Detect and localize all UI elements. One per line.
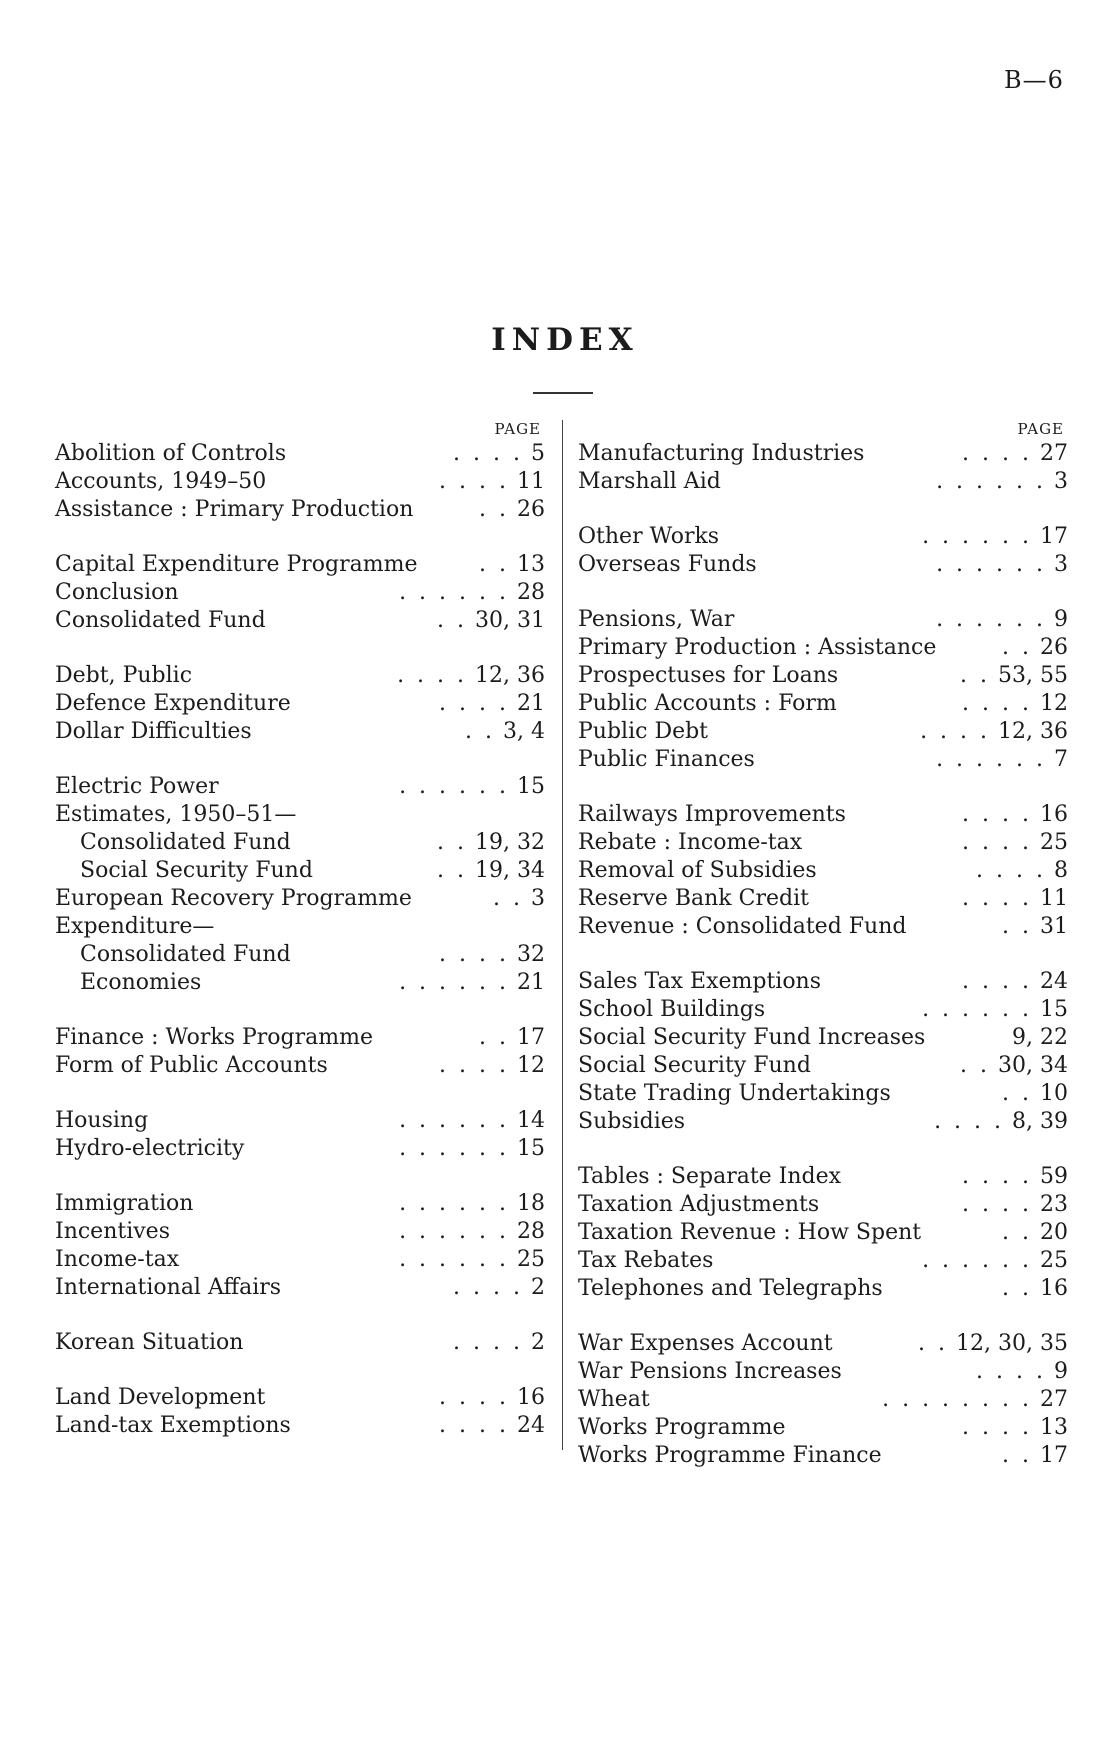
entry-label: Debt, Public bbox=[55, 663, 193, 688]
page-numbers: 13 bbox=[517, 552, 545, 577]
page-numbers: 27 bbox=[1040, 1387, 1068, 1412]
entry-label: Capital Expenditure Programme bbox=[55, 552, 418, 577]
page-numbers: 17 bbox=[1040, 1443, 1068, 1468]
index-entry bbox=[578, 1414, 1068, 1442]
entry-label: Overseas Funds bbox=[578, 552, 757, 577]
leader-dots: . . . . . . bbox=[399, 1191, 509, 1216]
leader-dots: . . bbox=[493, 886, 523, 911]
index-group bbox=[55, 1190, 545, 1302]
index-entry bbox=[55, 1384, 545, 1412]
entry-label: Prospectuses for Loans bbox=[578, 663, 839, 688]
entry-label: Taxation Adjustments bbox=[578, 1192, 820, 1217]
leader-dots: . . . . . . bbox=[399, 774, 509, 799]
page-numbers: 15 bbox=[517, 1136, 545, 1161]
entry-label: Public Finances bbox=[578, 747, 755, 772]
entry-label: Manufacturing Industries bbox=[578, 441, 865, 466]
entry-label: Works Programme bbox=[578, 1415, 786, 1440]
index-entry bbox=[55, 1135, 545, 1163]
leader-dots: . . . . . . bbox=[936, 552, 1046, 577]
page-numbers: 3 bbox=[1054, 552, 1068, 577]
leader-dots: . . . . . . bbox=[936, 747, 1046, 772]
entry-label: Rebate : Income-tax bbox=[578, 830, 803, 855]
page-numbers: 9 bbox=[1054, 1359, 1068, 1384]
leader-dots: . . bbox=[1002, 1081, 1032, 1106]
index-subentry bbox=[55, 969, 545, 997]
page-numbers: 14 bbox=[517, 1108, 545, 1133]
entry-label: Form of Public Accounts bbox=[55, 1053, 328, 1078]
entry-label: International Affairs bbox=[55, 1275, 282, 1300]
leader-dots: . . . . . . bbox=[936, 469, 1046, 494]
index-entry bbox=[55, 1329, 545, 1357]
index-entry bbox=[55, 1218, 545, 1246]
index-entry bbox=[578, 996, 1068, 1024]
entry-label: Sales Tax Exemptions bbox=[578, 969, 822, 994]
page-numbers: 3 bbox=[1054, 469, 1068, 494]
leader-dots: . . . . bbox=[934, 1109, 1005, 1134]
entry-label: Economies bbox=[80, 970, 202, 995]
leader-dots: . . . . bbox=[976, 1359, 1046, 1384]
index-entry bbox=[578, 662, 1068, 690]
entry-label: Telephones and Telegraphs bbox=[578, 1276, 883, 1301]
index-entry bbox=[578, 1247, 1068, 1275]
page-numbers: 16 bbox=[517, 1385, 545, 1410]
index-column-left bbox=[55, 420, 545, 1467]
page-numbers: 30, 34 bbox=[998, 1053, 1068, 1078]
index-group bbox=[578, 440, 1068, 496]
index-entry bbox=[55, 607, 545, 635]
leader-dots: . . . . bbox=[453, 1330, 523, 1355]
index-entry bbox=[578, 1191, 1068, 1219]
page-numbers: 26 bbox=[1040, 635, 1068, 660]
index-entry bbox=[578, 1386, 1068, 1414]
page-numbers: 8 bbox=[1054, 858, 1068, 883]
leader-dots: . . . . . . bbox=[399, 1108, 509, 1133]
leader-dots: . . . . bbox=[439, 1385, 509, 1410]
entry-label: Consolidated Fund bbox=[80, 830, 291, 855]
index-entry bbox=[578, 801, 1068, 829]
index-entry bbox=[578, 1219, 1068, 1247]
leader-dots: . . bbox=[437, 830, 468, 855]
page-numbers: 23 bbox=[1040, 1192, 1068, 1217]
index-group bbox=[578, 523, 1068, 579]
entry-label: Conclusion bbox=[55, 580, 179, 605]
index-entry bbox=[55, 662, 545, 690]
entry-label: Income-tax bbox=[55, 1247, 180, 1272]
index-entry bbox=[55, 1052, 545, 1080]
entry-label: Korean Situation bbox=[55, 1330, 244, 1355]
entry-label: Public Accounts : Form bbox=[578, 691, 837, 716]
index-entry bbox=[578, 1024, 1068, 1052]
leader-dots: . . bbox=[1002, 914, 1032, 939]
entry-label: School Buildings bbox=[578, 997, 766, 1022]
index-entry bbox=[55, 1246, 545, 1274]
leader-dots: . . bbox=[437, 858, 468, 883]
entry-label: Incentives bbox=[55, 1219, 170, 1244]
page-numbers: 28 bbox=[517, 1219, 545, 1244]
page-numbers: 32 bbox=[517, 942, 545, 967]
index-entry bbox=[578, 1330, 1068, 1358]
index-entry bbox=[55, 718, 545, 746]
page-numbers: 3, 4 bbox=[503, 719, 545, 744]
page-numbers: 21 bbox=[517, 970, 545, 995]
entry-label: Other Works bbox=[578, 524, 720, 549]
index-group bbox=[55, 1329, 545, 1357]
entry-label: Reserve Bank Credit bbox=[578, 886, 809, 911]
page-numbers: 25 bbox=[1040, 830, 1068, 855]
page-numbers: 18 bbox=[517, 1191, 545, 1216]
page-numbers: 15 bbox=[1040, 997, 1068, 1022]
page-column-header: PAGE bbox=[494, 420, 541, 438]
entry-label: Abolition of Controls bbox=[55, 441, 287, 466]
title-rule bbox=[533, 392, 593, 394]
leader-dots: . . . . bbox=[962, 1415, 1032, 1440]
page-numbers: 9 bbox=[1054, 607, 1068, 632]
index-entry bbox=[578, 1442, 1068, 1470]
page-numbers: 10 bbox=[1040, 1081, 1068, 1106]
page-numbers: 15 bbox=[517, 774, 545, 799]
index-entry bbox=[578, 1108, 1068, 1136]
index-subentry bbox=[55, 941, 545, 969]
leader-dots: . . . . bbox=[962, 1164, 1032, 1189]
index-entry bbox=[55, 801, 545, 829]
page-numbers: 16 bbox=[1040, 1276, 1068, 1301]
entry-label: European Recovery Programme bbox=[55, 886, 412, 911]
page-numbers: 19, 34 bbox=[475, 858, 545, 883]
entry-label: Assistance : Primary Production bbox=[55, 497, 414, 522]
page-column-header: PAGE bbox=[1017, 420, 1064, 438]
index-entry bbox=[578, 1080, 1068, 1108]
leader-dots: . . bbox=[1002, 1276, 1032, 1301]
leader-dots: . . bbox=[437, 608, 468, 633]
index-entry bbox=[55, 1107, 545, 1135]
page-numbers: 7 bbox=[1054, 747, 1068, 772]
index-entry bbox=[55, 440, 545, 468]
entry-label: Public Debt bbox=[578, 719, 709, 744]
entry-label: Subsidies bbox=[578, 1109, 686, 1134]
leader-dots: . . . . bbox=[962, 1192, 1032, 1217]
page-numbers: 11 bbox=[1040, 886, 1068, 911]
index-entry bbox=[55, 468, 545, 496]
entry-label: War Pensions Increases bbox=[578, 1359, 842, 1384]
index-entry bbox=[578, 968, 1068, 996]
index-entry bbox=[578, 606, 1068, 634]
index-group bbox=[55, 662, 545, 746]
entry-label: Expenditure— bbox=[55, 914, 215, 939]
index-subentry bbox=[55, 857, 545, 885]
leader-dots: . . . . bbox=[976, 858, 1046, 883]
page-numbers: 59 bbox=[1040, 1164, 1068, 1189]
page-numbers: 13 bbox=[1040, 1415, 1068, 1440]
page-numbers: 11 bbox=[517, 469, 545, 494]
entry-label: Accounts, 1949–50 bbox=[55, 469, 267, 494]
index-entry bbox=[578, 440, 1068, 468]
leader-dots: . . bbox=[1002, 1220, 1032, 1245]
entry-label: Immigration bbox=[55, 1191, 194, 1216]
entry-label: State Trading Undertakings bbox=[578, 1081, 891, 1106]
index-group bbox=[55, 1107, 545, 1163]
page-numbers: 25 bbox=[1040, 1248, 1068, 1273]
index-entry bbox=[55, 1190, 545, 1218]
page-numbers: 3 bbox=[531, 886, 545, 911]
page-numbers: 12, 30, 35 bbox=[956, 1331, 1068, 1356]
entry-label: Tables : Separate Index bbox=[578, 1164, 842, 1189]
entry-label: Housing bbox=[55, 1108, 149, 1133]
index-group bbox=[578, 801, 1068, 941]
entry-label: War Expenses Account bbox=[578, 1331, 833, 1356]
entry-label: Removal of Subsidies bbox=[578, 858, 817, 883]
page-numbers: 5 bbox=[531, 441, 545, 466]
page-numbers: 20 bbox=[1040, 1220, 1068, 1245]
leader-dots: . . . . bbox=[962, 886, 1032, 911]
index-entry bbox=[578, 468, 1068, 496]
index-entry bbox=[55, 1024, 545, 1052]
entry-label: Consolidated Fund bbox=[80, 942, 291, 967]
leader-dots: . . . . . . . . bbox=[882, 1387, 1032, 1412]
entry-label: Dollar Difficulties bbox=[55, 719, 252, 744]
index-entry bbox=[578, 1052, 1068, 1080]
entry-label: Primary Production : Assistance bbox=[578, 635, 937, 660]
entry-label: Social Security Fund Increases bbox=[578, 1025, 926, 1050]
page-numbers: 9, 22 bbox=[1012, 1025, 1068, 1050]
entry-label: Social Security Fund bbox=[80, 858, 313, 883]
entry-label: Revenue : Consolidated Fund bbox=[578, 914, 907, 939]
leader-dots: . . . . bbox=[439, 1053, 509, 1078]
page-numbers: 2 bbox=[531, 1330, 545, 1355]
page-numbers: 12, 36 bbox=[475, 663, 545, 688]
entry-label: Works Programme Finance bbox=[578, 1443, 882, 1468]
index-group bbox=[55, 773, 545, 997]
leader-dots: . . . . bbox=[920, 719, 991, 744]
index-entry bbox=[55, 1274, 545, 1302]
index-entry bbox=[578, 857, 1068, 885]
index-entry bbox=[55, 690, 545, 718]
index-group bbox=[55, 1384, 545, 1440]
leader-dots: . . bbox=[960, 1053, 991, 1078]
index-title: INDEX bbox=[491, 322, 639, 358]
leader-dots: . . . . bbox=[397, 663, 468, 688]
index-entry bbox=[55, 773, 545, 801]
leader-dots: . . . . . . bbox=[399, 580, 509, 605]
entry-label: Tax Rebates bbox=[578, 1248, 714, 1273]
page-numbers: 27 bbox=[1040, 441, 1068, 466]
page-numbers: 25 bbox=[517, 1247, 545, 1272]
leader-dots: . . . . bbox=[439, 942, 509, 967]
index-entry bbox=[578, 913, 1068, 941]
entry-label: Land-tax Exemptions bbox=[55, 1413, 291, 1438]
index-subentry bbox=[55, 829, 545, 857]
leader-dots: . . . . . . bbox=[399, 1247, 509, 1272]
page-numbers: 12 bbox=[517, 1053, 545, 1078]
entry-label: Consolidated Fund bbox=[55, 608, 266, 633]
entry-label: Hydro-electricity bbox=[55, 1136, 245, 1161]
page-numbers: 19, 32 bbox=[475, 830, 545, 855]
entry-label: Estimates, 1950–51— bbox=[55, 802, 297, 827]
leader-dots: . . . . . . bbox=[399, 1136, 509, 1161]
leader-dots: . . . . bbox=[453, 1275, 523, 1300]
page-numbers: 28 bbox=[517, 580, 545, 605]
leader-dots: . . . . bbox=[439, 691, 509, 716]
index-entry bbox=[578, 1275, 1068, 1303]
page-numbers: 16 bbox=[1040, 802, 1068, 827]
leader-dots: . . . . bbox=[962, 691, 1032, 716]
leader-dots: . . . . . . bbox=[922, 1248, 1032, 1273]
entry-label: Social Security Fund bbox=[578, 1053, 811, 1078]
index-entry bbox=[55, 885, 545, 913]
index-entry bbox=[578, 1358, 1068, 1386]
leader-dots: . . bbox=[1002, 1443, 1032, 1468]
page-numbers: 31 bbox=[1040, 914, 1068, 939]
page-numbers: 26 bbox=[517, 497, 545, 522]
leader-dots: . . bbox=[960, 663, 991, 688]
leader-dots: . . . . bbox=[962, 441, 1032, 466]
leader-dots: . . . . . . bbox=[399, 1219, 509, 1244]
index-entry bbox=[578, 1163, 1068, 1191]
leader-dots: . . . . . . bbox=[936, 607, 1046, 632]
page-reference: B—6 bbox=[1004, 66, 1064, 94]
index-group bbox=[578, 606, 1068, 774]
page-numbers: 8, 39 bbox=[1012, 1109, 1068, 1134]
page-numbers: 30, 31 bbox=[475, 608, 545, 633]
index-entry bbox=[578, 829, 1068, 857]
page-numbers: 21 bbox=[517, 691, 545, 716]
page-numbers: 17 bbox=[517, 1025, 545, 1050]
page-numbers: 12 bbox=[1040, 691, 1068, 716]
index-entry bbox=[578, 551, 1068, 579]
leader-dots: . . . . bbox=[962, 802, 1032, 827]
page-numbers: 12, 36 bbox=[998, 719, 1068, 744]
index-column-right bbox=[578, 420, 1068, 1497]
leader-dots: . . . . bbox=[439, 469, 509, 494]
leader-dots: . . . . bbox=[962, 830, 1032, 855]
leader-dots: . . bbox=[1002, 635, 1032, 660]
index-group bbox=[55, 551, 545, 635]
entry-label: Land Development bbox=[55, 1385, 266, 1410]
column-divider bbox=[562, 420, 563, 1450]
entry-label: Marshall Aid bbox=[578, 469, 721, 494]
index-entry bbox=[578, 885, 1068, 913]
page-numbers: 53, 55 bbox=[998, 663, 1068, 688]
index-group bbox=[578, 1330, 1068, 1470]
leader-dots: . . bbox=[918, 1331, 949, 1356]
index-group bbox=[55, 1024, 545, 1080]
page-numbers: 2 bbox=[531, 1275, 545, 1300]
entry-label: Pensions, War bbox=[578, 607, 735, 632]
leader-dots: . . . . . . bbox=[399, 970, 509, 995]
entry-label: Finance : Works Programme bbox=[55, 1025, 374, 1050]
index-group bbox=[55, 440, 545, 524]
leader-dots: . . bbox=[479, 497, 509, 522]
entry-label: Railways Improvements bbox=[578, 802, 846, 827]
leader-dots: . . . . bbox=[962, 969, 1032, 994]
index-entry bbox=[578, 634, 1068, 662]
page-numbers: 17 bbox=[1040, 524, 1068, 549]
leader-dots: . . . . . . bbox=[922, 997, 1032, 1022]
leader-dots: . . . . . . bbox=[922, 524, 1032, 549]
index-entry bbox=[578, 523, 1068, 551]
index-group bbox=[578, 1163, 1068, 1303]
entry-label: Wheat bbox=[578, 1387, 650, 1412]
leader-dots: . . bbox=[479, 552, 509, 577]
leader-dots: . . bbox=[479, 1025, 509, 1050]
leader-dots: . . bbox=[465, 719, 496, 744]
index-entry bbox=[55, 1412, 545, 1440]
index-entry bbox=[55, 551, 545, 579]
index-entry bbox=[55, 579, 545, 607]
index-entry bbox=[578, 718, 1068, 746]
index-entry bbox=[578, 746, 1068, 774]
index-entry bbox=[55, 913, 545, 941]
page-numbers: 24 bbox=[1040, 969, 1068, 994]
index-group bbox=[578, 968, 1068, 1136]
index-entry bbox=[55, 496, 545, 524]
index-entry bbox=[578, 690, 1068, 718]
leader-dots: . . . . bbox=[439, 1413, 509, 1438]
leader-dots: . . . . bbox=[453, 441, 523, 466]
entry-label: Defence Expenditure bbox=[55, 691, 291, 716]
entry-label: Taxation Revenue : How Spent bbox=[578, 1220, 922, 1245]
entry-label: Electric Power bbox=[55, 774, 219, 799]
page-numbers: 24 bbox=[517, 1413, 545, 1438]
